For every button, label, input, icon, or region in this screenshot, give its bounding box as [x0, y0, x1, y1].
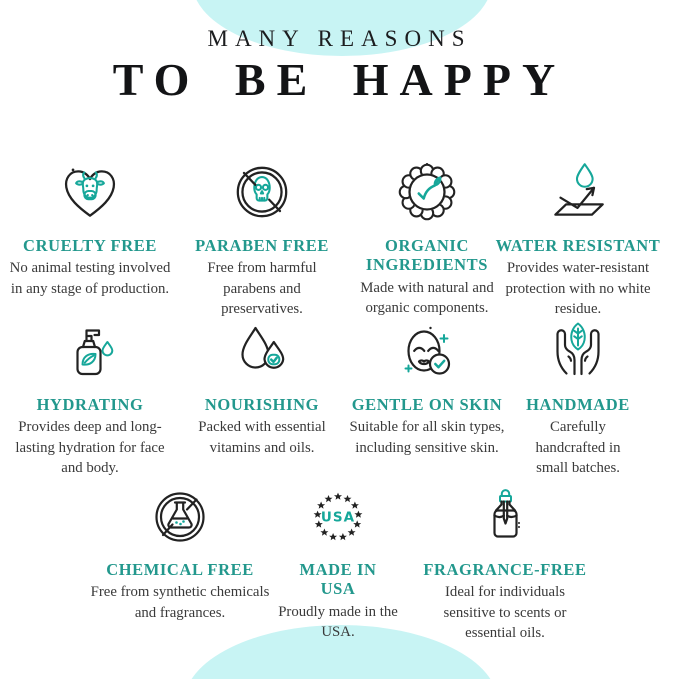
feature-title-gentle-on-skin: GENTLE ON SKIN — [351, 395, 503, 414]
water-droplet-bounce-arrow-icon — [543, 149, 613, 227]
feature-title-handmade: HANDMADE — [526, 395, 630, 414]
feature-desc-water-resistant: Provides water-resistant protection with no white residue. — [505, 260, 651, 317]
feature-desc-cruelty-free: No animal testing involved in any stage of production. — [9, 260, 171, 297]
feature-title-nourishing: NOURISHING — [204, 395, 320, 414]
hands-holding-leaf-icon — [544, 312, 612, 386]
droplets-with-check-icon — [228, 312, 296, 386]
feature-desc-nourishing: Packed with essential vitamins and oils. — [198, 419, 326, 456]
feature-gentle-on-skin — [343, 312, 511, 458]
feature-desc-organic: Made with natural and organic components. — [360, 279, 494, 317]
flask-ban-icon — [146, 477, 214, 551]
feature-chemical-free — [85, 477, 275, 623]
paraben-free-skull-ban-icon — [227, 149, 297, 227]
usa-badge-text: USA — [320, 509, 356, 526]
pump-bottle-leaf-droplet-icon — [56, 312, 124, 386]
header-subtitle: MANY REASONS — [207, 26, 472, 51]
feature-hydrating — [6, 312, 174, 478]
feature-title-chemical-free: CHEMICAL FREE — [106, 560, 254, 579]
feature-title-paraben-free: PARABEN FREE — [195, 236, 329, 255]
feature-title-fragrance-free: FRAGRANCE-FREE — [423, 560, 587, 579]
feature-desc-fragrance-free: Ideal for individuals sensitive to scents or essential oils. — [443, 584, 567, 641]
feature-desc-handmade: Carefully handcrafted in small batches. — [535, 419, 621, 476]
header — [0, 0, 679, 106]
feature-fragrance-free — [410, 477, 600, 643]
organic-seal-leaf-check-icon — [392, 149, 462, 227]
feature-desc-hydrating: Provides deep and long-lasting hydration for face and body. — [15, 419, 165, 476]
feature-title-water-resistant: WATER RESISTANT — [495, 236, 661, 255]
feature-desc-gentle-on-skin: Suitable for all skin types, including sensitive skin. — [349, 419, 505, 456]
page-title: TO BE HAPPY — [112, 54, 567, 105]
feature-desc-chemical-free: Free from synthetic chemicals and fragrances. — [90, 584, 270, 621]
feature-paraben-free — [178, 149, 346, 319]
feature-desc-paraben-free: Free from harmful parabens and preservatives. — [207, 260, 317, 317]
feature-title-cruelty-free: CRUELTY FREE — [23, 236, 157, 255]
feature-title-organic: ORGANIC INGREDIENTS — [365, 236, 489, 275]
cruelty-free-heart-cow-icon — [55, 149, 125, 227]
feature-nourishing — [178, 312, 346, 458]
dropper-bottle-icon — [471, 477, 539, 551]
feature-title-hydrating: HYDRATING — [36, 395, 144, 414]
feature-water-resistant — [494, 149, 662, 319]
feature-title-made-in-usa: MADE IN USA — [299, 560, 377, 599]
face-with-check-sparkles-icon — [393, 312, 461, 386]
feature-organic-ingredients — [343, 149, 511, 318]
feature-handmade — [494, 312, 662, 478]
feature-made-in-usa — [268, 477, 408, 642]
usa-star-badge-icon — [304, 477, 372, 551]
feature-desc-made-in-usa: Proudly made in the USA. — [278, 603, 398, 641]
feature-cruelty-free — [6, 149, 174, 299]
